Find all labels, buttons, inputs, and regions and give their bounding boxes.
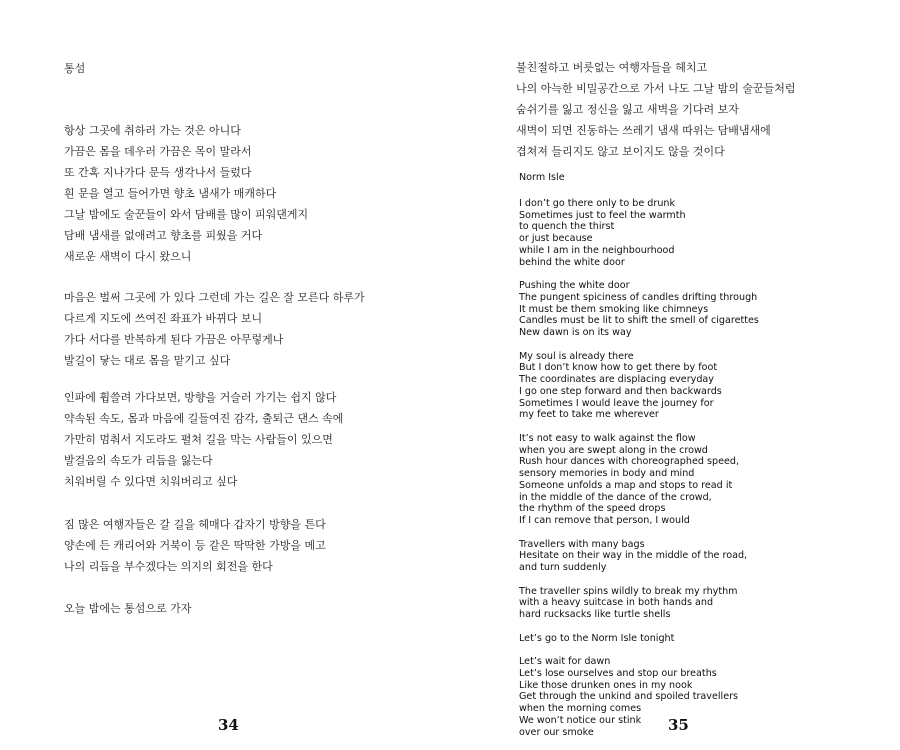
poem-line: 불친절하고 버릇없는 여행자들을 헤치고: [516, 61, 708, 74]
english-stanza-3: [519, 351, 759, 422]
poem-line: Candles must be lit to shift the smell of cigarettes: [519, 315, 759, 327]
english-stanza-4: [519, 433, 759, 527]
poem-line: or just because: [519, 233, 593, 244]
poem-line: Like those drunken ones in my nook: [519, 679, 693, 691]
english-stanza-1: [519, 198, 759, 269]
poem-line: while I am in the neighbourhood: [519, 244, 675, 256]
page-number-left: 34: [218, 716, 239, 734]
poem-line: 양손에 든 캐리어와 거북이 등 같은 딱딱한 가방을 메고: [64, 539, 326, 552]
poem-line: 겹쳐져 들리지도 않고 보이지도 않을 것이다: [516, 145, 725, 158]
poem-line: 항상 그곳에 취하러 가는 것은 아니다: [64, 124, 241, 137]
poem-line: My soul is already there: [519, 350, 634, 362]
poem-line: 약속된 속도, 몸과 마음에 길들여진 감각, 출퇴근 댄스 속에: [64, 412, 344, 425]
poem-line: to quench the thirst: [519, 221, 615, 233]
poem-line: 마음은 벌써 그곳에 가 있다 그런데 가는 길은 잘 모른다 하루가: [64, 291, 365, 304]
poem-line: behind the white door: [519, 256, 625, 268]
poem-line: 발길이 닿는 대로 몸을 맡기고 싶다: [64, 354, 231, 367]
poem-line: when you are swept along in the crowd: [519, 444, 708, 456]
korean-stanza-2: [64, 287, 365, 371]
poem-line: 오늘 밤에는 통섬으로 가자: [64, 602, 192, 615]
right-page: [450, 0, 900, 750]
english-stanza-5: [519, 539, 759, 574]
poem-line: 가다 서다를 반복하게 된다 가끔은 아무렇게나: [64, 333, 284, 346]
poem-line: 치워버릴 수 있다면 치워버리고 싶다: [64, 475, 238, 488]
poem-line: But I don’t know how to get there by foot: [519, 362, 718, 374]
poem-line: If I can remove that person, I would: [519, 515, 690, 526]
poem-line: 그날 밤에도 술꾼들이 와서 담배를 많이 피워댄게지: [64, 208, 309, 221]
english-stanza-6: [519, 586, 759, 621]
english-stanza-7: [519, 633, 759, 645]
poem-line: Let’s wait for dawn: [519, 656, 611, 667]
korean-stanza-5: [64, 598, 191, 619]
poem-line: my feet to take me wherever: [519, 409, 659, 421]
korean-stanza-1: [64, 120, 308, 267]
poem-line: Sometimes I would leave the journey for: [519, 397, 714, 409]
poem-line: and turn suddenly: [519, 562, 607, 573]
poem-line: 짐 많은 여행자들은 갈 길을 헤매다 갑자기 방향을 튼다: [64, 518, 326, 531]
poem-line: Pushing the white door: [519, 280, 630, 291]
poem-line: the rhythm of the speed drops: [519, 503, 666, 515]
poem-line: Someone unfolds a map and stops to read it: [519, 479, 733, 491]
poem-line: I don’t go there only to be drunk: [519, 197, 676, 209]
poem-line: The traveller spins wildly to break my rhythm: [519, 585, 738, 597]
poem-line: 새로운 새벽이 다시 왔으니: [64, 250, 192, 263]
poem-line: It’s not easy to walk against the flow: [519, 432, 696, 444]
poem-line: 가만히 멈춰서 지도라도 펼쳐 길을 막는 사람들이 있으면: [64, 433, 333, 446]
poem-line: We won’t notice our stink: [519, 714, 642, 726]
poem-line: 숨쉬기를 잃고 정신을 잃고 새벽을 기다려 보자: [516, 103, 739, 116]
korean-stanza-3: [64, 387, 343, 492]
page-number-right: 35: [668, 716, 689, 734]
poem-line: 인파에 휩쓸려 가다보면, 방향을 거슬러 가기는 쉽지 않다: [64, 391, 337, 404]
poem-line: 발걸음의 속도가 리듬을 잃는다: [64, 454, 213, 467]
poem-line: 담배 냄새를 없애려고 향초를 피웠을 거다: [64, 229, 263, 242]
poem-line: The pungent spiciness of candles drifting through: [519, 291, 758, 303]
poem-line: Sometimes just to feel the warmth: [519, 209, 686, 221]
poem-line: Hesitate on their way in the middle of the road,: [519, 550, 748, 562]
poem-line: 나의 아늑한 비밀공간으로 가서 나도 그날 밤의 술꾼들처럼: [516, 82, 796, 95]
poem-line: Get through the unkind and spoiled travellers: [519, 691, 739, 703]
poem-line: Let’s go to the Norm Isle tonight: [519, 632, 675, 644]
poem-line: The coordinates are displacing everyday: [519, 374, 714, 385]
korean-continuation: [516, 57, 796, 162]
poem-line: 가끔은 몸을 데우러 가끔은 목이 말라서: [64, 145, 252, 158]
poem-line: 나의 리듬을 부수겠다는 의지의 회전을 한다: [64, 560, 273, 573]
poem-line: hard rucksacks like turtle shells: [519, 609, 671, 620]
english-stanza-8: [519, 656, 759, 738]
poem-line: New dawn is on its way: [519, 327, 632, 338]
poem-line: with a heavy suitcase in both hands and: [519, 597, 714, 609]
poem-line: 새벽이 되면 진동하는 쓰레기 냄새 따위는 담배냄새에: [516, 124, 771, 137]
korean-poem-title: 통섬: [64, 62, 86, 75]
poem-line: over our smoke: [519, 726, 594, 738]
english-translation: [519, 172, 759, 750]
poem-line: Travellers with many bags: [519, 538, 645, 550]
poem-line: 다르게 지도에 쓰여진 좌표가 바뀌다 보니: [64, 312, 263, 325]
korean-stanza-4: [64, 514, 326, 577]
poem-line: when the morning comes: [519, 703, 642, 714]
poem-line: in the middle of the dance of the crowd,: [519, 491, 712, 503]
poem-line: I go one step forward and then backwards: [519, 385, 722, 397]
english-stanza-2: [519, 280, 759, 339]
poem-line: Rush hour dances with choreographed speed,: [519, 456, 740, 468]
poem-line: sensory memories in body and mind: [519, 468, 695, 479]
poem-line: It must be them smoking like chimneys: [519, 303, 709, 315]
poem-line: 또 간혹 지나가다 문득 생각나서 들렀다: [64, 166, 252, 179]
poem-line: Let’s lose ourselves and stop our breaths: [519, 667, 717, 679]
poem-line: 흰 문을 열고 들어가면 향초 냄새가 매캐하다: [64, 187, 277, 200]
english-poem-title: Norm Isle: [519, 172, 565, 183]
